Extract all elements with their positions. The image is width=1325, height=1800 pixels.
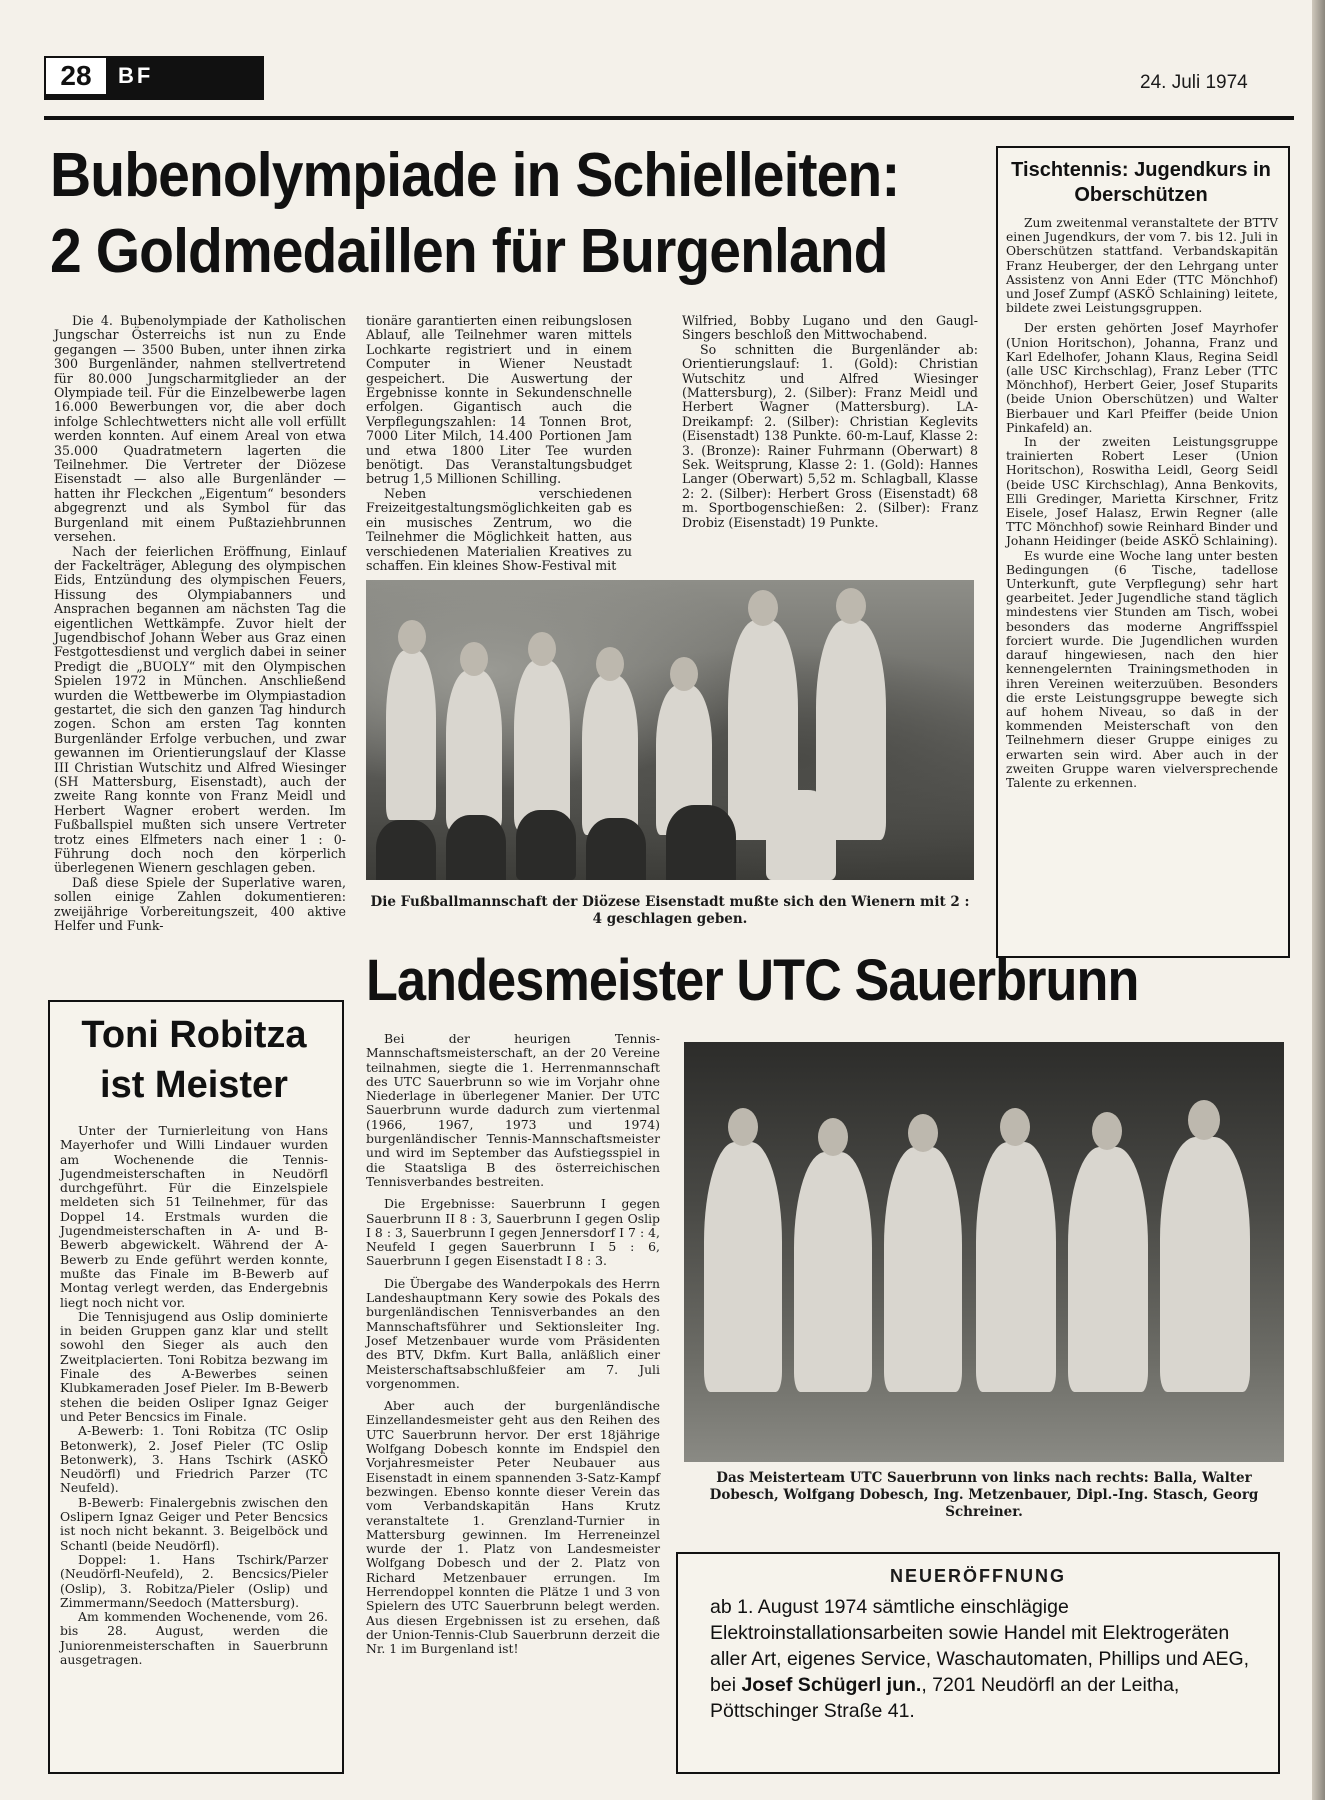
tennis-team-photo [684,1042,1284,1462]
football-team-photo [366,580,974,880]
utc-headline: Landesmeister UTC Sauerbrunn [366,948,1139,1013]
utc-body [366,1032,660,1656]
main-headline [50,138,910,290]
article-paragraph: Die Ergebnisse: Sauerbrunn I gegen Sauerbrunn II 8 : 3, Sauerbrunn I gegen Oslip I 8 : 3, Sauerbrunn I gegen Jennersdorf I 7 : 4, Neufeld I gegen Sauerbrunn I 5 : 6, Sauerbrunn I gegen Eisenstadt I 8 : 3. [366,1196,660,1269]
article-paragraph: Doppel: 1. Hans Tschirk/Parzer (Neudörfl-Neufeld), 2. Bencsics/Pieler (Oslip), 3. Robitza/Pieler (Oslip) und Zimmermann/Seedoch (Mattersburg). [60,1551,328,1610]
advertisement-body [710,1594,1250,1724]
tischtennis-title: Tischtennis: Jugendkurs in Oberschützen [1011,159,1271,206]
advertisement-address: , 7201 Neudörfl an der Leitha, Pöttschinger Straße 41. [710,1674,1180,1722]
main-headline-line2: 2 Goldmedaillen für Burgenland [50,217,888,286]
article-paragraph: Die 4. Bubenolympiade der Katholischen Jungschar Österreichs ist nun zu Ende gegangen — 3500 Buben, unter ihnen zirka 300 Burgenländer, nahmen stellvertretend für 80.000 Jungscharmitglieder an der Olympiade teil. Für die Einzelbewerbe lagen 16.000 Bewerbungen vor, die aber doch infolge Schlechtwetters nicht alle voll erfüllt werden konnten. Auf einem Areal von etwa 35.000 Quadratmetern lagerten die Teilnehmer. Die Vertreter der Diözese Eisenstadt — also alle Burgenländer — hatten ihr Fleckchen „Eigentum“ besonders abgegrenzt und als Symbol für das Burgenland mit einem Pußtaziehbrunnen versehen. [54,313,346,545]
article-paragraph: Bei der heurigen Tennis-Mannschaftsmeisterschaft, an der 20 Vereine teilnahmen, siegte die 1. Herrenmannschaft des UTC Sauerbrunn so wie im Vorjahr ohne Niederlage in überlegener Manier. Der UTC Sauerbrunn wurde dadurch zum viertenmal (1966, 1967, 1973 und 1974) burgenländischer Tennis-Mannschaftsmeister und wird im September das Aufstiegsspiel in die Staatsliga B des österreichischen Tennisverbandes bestreiten. [366,1031,660,1189]
results-paragraph: So schnitten die Burgenländer ab: Orientierungslauf: 1. (Gold): Christian Wutschitz und Alfred Wiesinger (Mattersburg), 2. (Silber): Franz Meidl und Herbert Wagner (Mattersburg). LA-Dreikampf: 2. (Silber): Christian Keglevits (Eisenstadt) 138 Punkte. 60-m-Lauf, Klasse 2: 3. (Bronze): Rainer Fuhrmann (Oberwart) 8 Sek. Weitsprung, Klasse 2: 1. (Gold): Hannes Langer (Oberwart) 5,52 m. Schlagball, Klasse 2: 2. (Silber): Herbert Gross (Eisenstadt) 68 m. Sportbogenschießen: 2. (Silber): Franz Drobiz (Eisenstadt) 19 Punkte. [682,341,978,530]
article-paragraph: A-Bewerb: 1. Toni Robitza (TC Oslip Betonwerk), 2. Josef Pieler (TC Oslip Betonwerk), 3. Hans Tschirk (ASKÖ Neudörfl) und Friedrich Parzer (TC Neufeld). [60,1423,328,1496]
article-paragraph: Es wurde eine Woche lang unter besten Bedingungen (6 Tische, tadellose Unterkunft, gute Verpflegung) sehr hart gearbeitet. Jeder Jugendliche stand täglich mindestens vier Stunden am Tisch, wobei besonders das moderne Angriffsspiel forciert wurde. Die Jugendlichen wurden darauf hingewiesen, nach den hier kennengelernten Trainingsmethoden in ihren Vereinen weiterzuüben. Besonders die erste Leistungsgruppe bewegte sich auf hohem Niveau, so daß in der kommenden Meisterschaft von den Teilnehmern dieser Gruppe einiges zu erwarten sein wird. Aber auch in der zweiten Gruppe waren vielversprechende Talente zu erkennen. [1006,548,1278,790]
article-paragraph: Daß diese Spiele der Superlative waren, sollen einige Zahlen dokumentieren: zweijährige Vorbereitungszeit, 400 aktive Helfer und Funk- [54,874,346,934]
page-number: 28 [46,58,106,94]
robitza-body [60,1124,328,1667]
football-photo-caption: Die Fußballmannschaft der Diözese Eisenstadt mußte sich den Wienern mit 2 : 4 geschlagen geben. [370,894,970,927]
article-column-3 [682,314,978,530]
article-paragraph: In der zweiten Leistungsgruppe trainierten Robert Leser (Union Horitschon), Roswitha Leidl, Georg Seidl (beide USC Kirchschlag), Anna Benkovits, Elli Gredinger, Marietta Kirschner, Fritz Eisele, Josef Halasz, Erwin Regner (alle TTC Mönchhof) sowie Reinhard Binder und Johann Heidinger (beide ASKÖ Schlaining). [1006,435,1278,549]
article-paragraph: Nach der feierlichen Eröffnung, Einlauf der Fackelträger, Ablegung des olympischen Eids, Entzündung des olympischen Feuers, Hissung des Olympiabanners und Ansprachen begannen am nächsten Tag die eigentlichen Wettkämpfe. Zuvor hielt der Jugendbischof Johann Weber aus Graz einen Festgottesdienst und verglich dabei in seiner Predigt die „BUOLY“ mit den Olympischen Spielen 1972 in München. Anschließend wurden die Wettbewerbe im Olympiastadion gestartet, die sich den ganzen Tag hindurch zogen. Schon am ersten Tag konnten Burgenländer Erfolge verbuchen, und zwar gewannen im Orientierungslauf der Klasse III Christian Wutschitz und Alfred Wiesinger (SH Mattersburg, Eisenstadt), auch der zweite Rang konnte von Franz Meidl und Herbert Wagner erobert werden. Im Fußballspiel mußten sich unsere Vertreter trotz eines Elfmeters nach einer 1 : 0-Führung doch noch den körperlich überlegenen Wienern geschlagen geben. [54,543,346,876]
article-paragraph: Unter der Turnierleitung von Hans Mayerhofer und Willi Lindauer wurden am Wochenende die Tennis-Jugendmeisterschaften in Neudörfl durchgeführt. Für die Einzelspiele meldeten sich 51 Teilnehmer, für das Doppel 14. Erstmals wurden die Jugendmeisterschaften in A- und B-Bewerb abgewickelt. Während der A-Bewerb zu Ende geführt werden konnte, mußte das Finale im B-Bewerb auf Montag verlegt werden, das Endergebnis liegt noch nicht vor. [60,1123,328,1310]
advertisement-business-name: Josef Schügerl jun. [741,1674,922,1696]
article-paragraph: Zum zweitenmal veranstaltete der BTTV einen Jugendkurs, der vom 7. bis 12. Juli in Oberschützen stattfand. Verbandskapitän Franz Heuberger, der den Lehrgang unter Assistenz von Anni Eder (TTC Mönchhof) und Josef Zumpf (ASKÖ Schlaining) leitete, bildete zwei Leistungsgruppen. [1006,216,1278,316]
article-paragraph: Am kommenden Wochenende, vom 26. bis 28. August, werden die Juniorenmeisterschaften in Sauerbrunn ausgetragen. [60,1609,328,1667]
article-paragraph: B-Bewerb: Finalergebnis zwischen den Oslipern Ignaz Geiger und Peter Bencsics ist noch nicht bekannt. 3. Beigelböck und Schantl (beide Neudörfl). [60,1494,328,1553]
article-paragraph: Neben verschiedenen Freizeitgestaltungsmöglichkeiten gab es ein musisches Zentrum, wo die Teilnehmer die Möglichkeit hatten, aus verschiedenen Materialien Kreatives zu schaffen. Ein kleines Show-Festival mit [366,485,632,573]
article-paragraph: Aber auch der burgenländische Einzellandesmeister geht aus den Reihen des UTC Sauerbrunn hervor. Der erst 18jährige Wolfgang Dobesch konnte im Endspiel den Vorjahresmeister Peter Neubauer aus Eisenstadt in einem spannenden 3-Satz-Kampf bezwingen. Ebenso konnte dieser Verein das vom Verbandskapitän Hans Krutz veranstaltete 1. Grenzland-Turnier in Mattersburg gewinnen. Im Herreneinzel wurde der 1. Platz von Landesmeister Wolfgang Dobesch und der 2. Platz von Richard Metzenbauer errungen. Im Herrendoppel konnten die Plätze 1 und 3 von Spielern des UTC Sauerbrunn belegt werden. Aus diesen Ergebnissen ist zu ersehen, daß der Union-Tennis-Club Sauerbrunn derzeit die Nr. 1 im Burgenland ist! [366,1398,660,1657]
article-paragraph: Die Tennisjugend aus Oslip dominierte in beiden Gruppen ganz klar und stellt sowohl den Sieger als auch den Zweitplacierten. Toni Robitza bezwang im Finale des A-Bewerbes seinen Klubkameraden Josef Pieler. Im B-Bewerb stehen die beiden Osliper Ignaz Geiger und Peter Bencsics im Finale. [60,1308,328,1424]
robitza-title-line2: ist Meister [100,1064,288,1106]
tennis-photo-caption: Das Meisterteam UTC Sauerbrunn von links nach rechts: Balla, Walter Dobesch, Wolfgang Dobesch, Ing. Metzenbauer, Dipl.-Ing. Stasch, Georg Schreiner. [709,1470,1259,1520]
article-paragraph: Der ersten gehörten Josef Mayrhofer (Union Horitschon), Johanna, Franz und Karl Edelhofer, Johann Klaus, Regina Seidl (alle USC Kirchschlag), Franz Leber (TTC Mönchhof), Herbert Geier, Josef Stuparits (beide Union Oberschützen) und Walter Bierbauer und Karl Pfeiffer (beide Union Pinkafeld) an. [1006,321,1278,435]
article-column-1 [54,314,346,933]
article-paragraph: Die Übergabe des Wanderpokals des Herrn Landeshauptmann Kery sowie des Pokals des burgenländischen Tennisverbandes an den Mannschaftsführer und Sektionsleiter Ing. Josef Metzenbauer wurde vom Präsidenten des BTV, Dkfm. Kurt Balla, anläßlich einer Meisterschaftsabschlußfeier am 7. Juli vorgenommen. [366,1275,660,1391]
main-headline-line1: Bubenolympiade in Schielleiten: [50,141,900,210]
issue-date: 24. Juli 1974 [1140,72,1248,93]
advertisement-text: ab 1. August 1974 sämtliche einschlägige Elektroinstallationsarbeiten sowie Handel mit Elektrogeräten aller Art, eigenes Service, Waschautomaten, Phillips und AEG, bei [710,1596,1250,1696]
robitza-title-line1: Toni Robitza [81,1014,307,1056]
article-paragraph: Wilfried, Bobby Lugano und den Gaugl-Singers beschloß den Mittwochabend. [682,313,978,343]
page-edge [1312,0,1325,1800]
tischtennis-body [1006,216,1278,790]
robitza-title [56,1010,332,1110]
section-label: BF [118,63,154,88]
article-column-2 [366,314,632,573]
header-rule [44,116,1294,120]
advertisement-title: NEUERÖFFNUNG [890,1566,1066,1586]
article-paragraph: tionäre garantierten einen reibungslosen Ablauf, alle Teilnehmer waren mittels Lochkarte registriert und in einem Computer in Wiener Neustadt gespeichert. Die Auswertung der Ergebnisse konnte in Sekundenschnelle erfolgen. Gigantisch auch die Verpflegungszahlen: 14 Tonnen Brot, 7000 Liter Milch, 14.400 Portionen Jam und etwa 1800 Liter Tee wurden benötigt. Das Veranstaltungsbudget betrug 1,5 Millionen Schilling. [366,313,632,487]
